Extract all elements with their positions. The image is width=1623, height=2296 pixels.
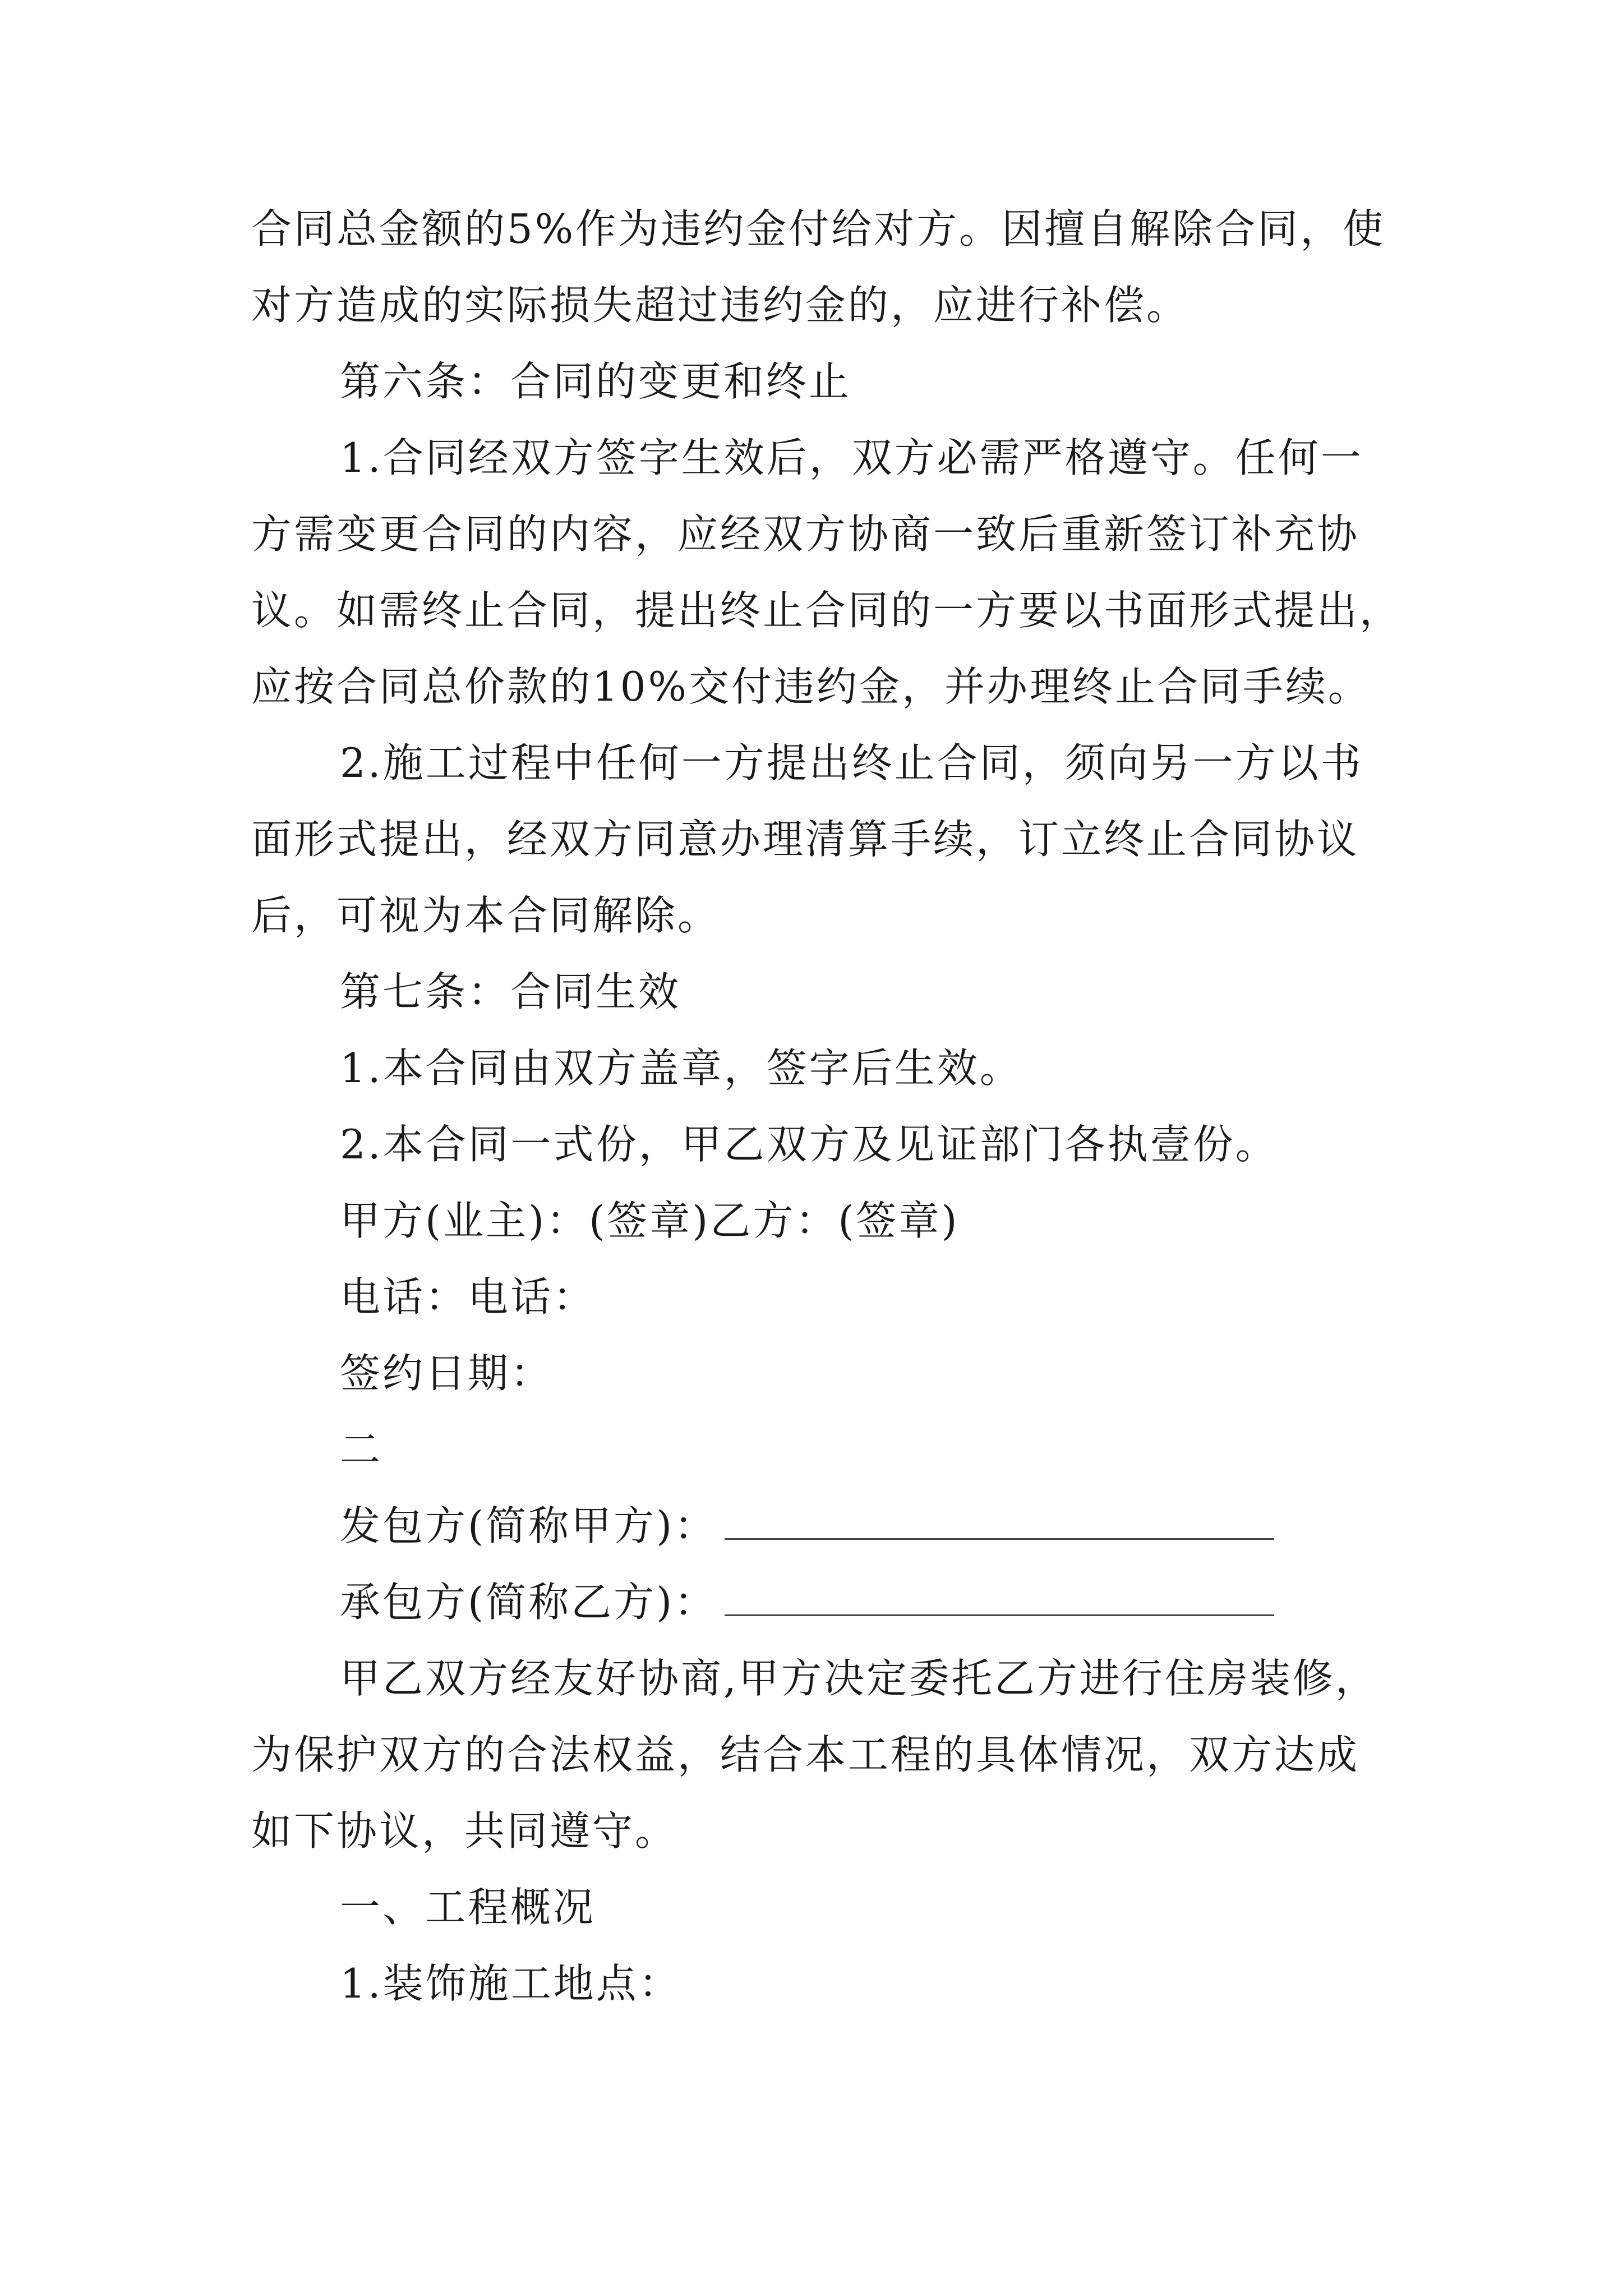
paragraph-line: 议。如需终止合同，提出终止合同的一方要以书面形式提出，	[251, 587, 1403, 634]
article-heading: 第七条：合同生效	[340, 968, 681, 1015]
party-a-label: 发包方(简称甲方)：	[340, 1502, 717, 1549]
party-b-label: 承包方(简称乙方)：	[340, 1579, 717, 1626]
party-a-blank	[725, 1499, 1274, 1540]
sign-date-line: 签约日期：	[340, 1350, 554, 1397]
paragraph-line: 合同总金额的5%作为违约金付给对方。因擅自解除合同，使	[251, 205, 1386, 252]
paragraph-line: 2.本合同一式份，甲乙双方及见证部门各执壹份。	[340, 1121, 1278, 1168]
party-b-line	[251, 1564, 1384, 1640]
document-page	[251, 191, 1403, 2022]
paragraph-line: 1.本合同由双方盖章，签字后生效。	[340, 1045, 1022, 1092]
paragraph-line: 后，可视为本合同解除。	[251, 892, 721, 939]
paragraph-line: 为保护双方的合法权益，结合本工程的具体情况，双方达成	[251, 1731, 1360, 1778]
section-heading: 一、工程概况	[340, 1884, 596, 1931]
paragraph-line: 应按合同总价款的10%交付违约金，并办理终止合同手续。	[251, 663, 1371, 710]
paragraph-line: 1.合同经双方签字生效后，双方必需严格遵守。任何一	[340, 434, 1363, 481]
paragraph-line: 2.施工过程中任何一方提出终止合同，须向另一方以书	[340, 739, 1363, 786]
section-number: 二	[340, 1426, 383, 1473]
party-b-blank	[725, 1575, 1274, 1616]
paragraph-line: 面形式提出，经双方同意办理清算手续，订立终止合同协议	[251, 816, 1360, 863]
paragraph-line: 如下协议，共同遵守。	[251, 1807, 678, 1855]
paragraph-line: 对方造成的实际损失超过违约金的，应进行补偿。	[251, 282, 1189, 329]
signature-line: 甲方(业主)：(签章)乙方：(签章)	[340, 1197, 960, 1244]
article-heading: 第六条：合同的变更和终止	[340, 358, 852, 405]
paragraph-line: 甲乙双方经友好协商,甲方决定委托乙方进行住房装修，	[340, 1655, 1378, 1702]
paragraph-line: 方需变更合同的内容，应经双方协商一致后重新签订补充协	[251, 510, 1360, 558]
paragraph-line: 1.装饰施工地点：	[340, 1960, 681, 2007]
party-a-line	[251, 1488, 1384, 1564]
phone-line: 电话：电话：	[340, 1273, 596, 1320]
